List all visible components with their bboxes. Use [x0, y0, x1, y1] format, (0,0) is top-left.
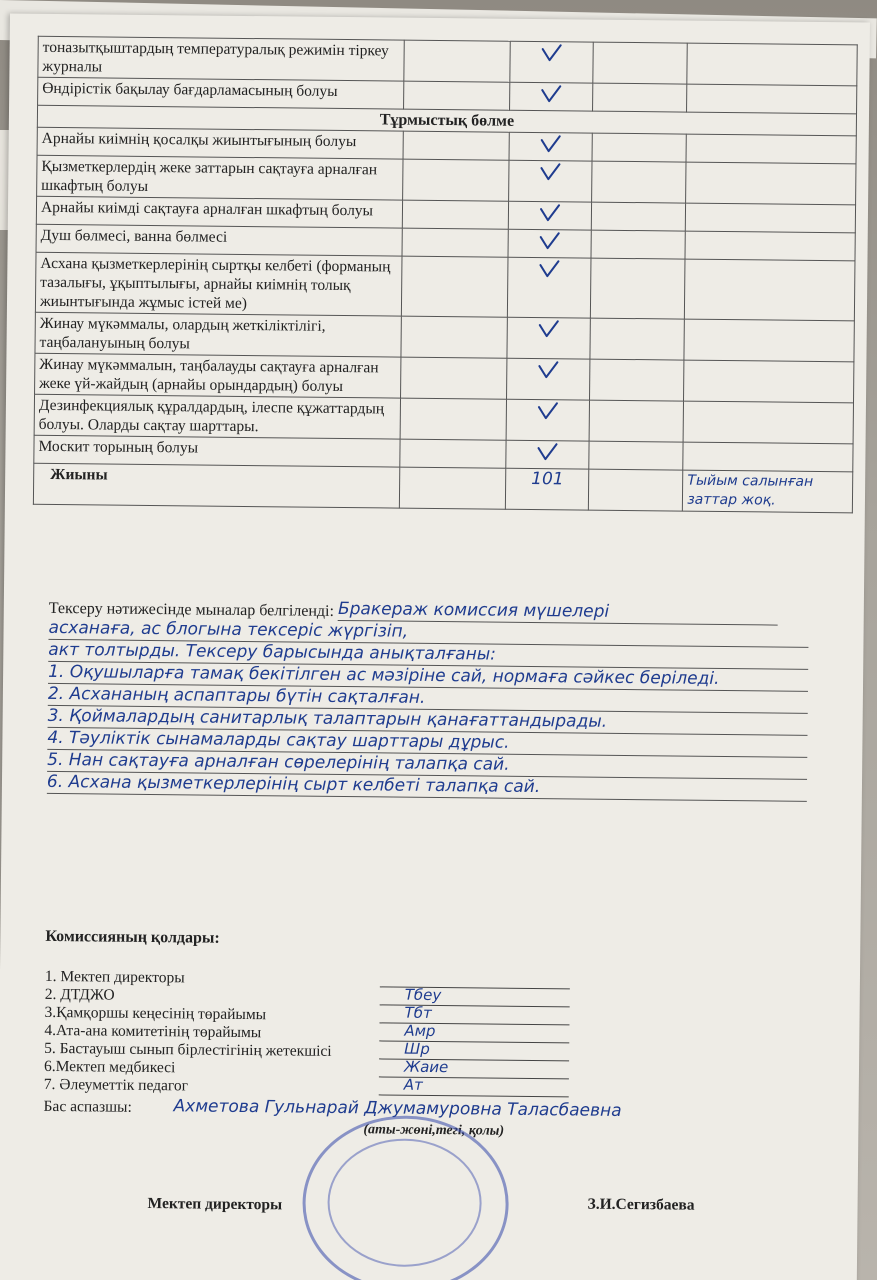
checkmark-icon	[537, 360, 559, 380]
findings-line: 1. Оқушыларға тамақ бекітілген ас мәзіріне сай, нормаға сәйкес беріледі.	[48, 662, 808, 692]
row-mark	[508, 229, 591, 258]
checkmark-icon	[538, 319, 560, 339]
row-mark	[506, 399, 589, 441]
row-label: Дезинфекциялық құралдардың, ілеспе құжаттардың болуы. Оларды сақтау шарттары.	[34, 394, 400, 439]
findings-line: Бракераж комиссия мүшелері	[338, 599, 778, 626]
total-value: 101	[506, 468, 589, 510]
findings-line: 6. Асхана қызметкерлерінің сырт келбеті талапқа сай.	[47, 772, 807, 802]
row-label: Москит торының болуы	[34, 435, 400, 467]
row-label: Жинау мүкәммалын, таңбалауды сақтауға арналған жеке үй-жайдың (арнайы орындардың) болуы	[35, 353, 401, 398]
member-label: 4.Ата-ана комитетінің төрайымы	[44, 1021, 262, 1042]
checkmark-icon	[539, 259, 561, 279]
checkmark-icon	[540, 134, 562, 154]
member-label: 1. Мектеп директоры	[44, 967, 185, 987]
row-mark	[506, 440, 589, 469]
row-mark	[507, 317, 590, 359]
findings-line: 5. Нан сақтауға арналған сөрелерінің талапқа сай.	[47, 750, 807, 780]
findings-line: 2. Асхананың аспаптары бүтін сақталған.	[48, 684, 808, 714]
member-label: 6.Мектеп медбикесі	[43, 1057, 176, 1077]
findings-line: 3. Қоймалардың санитарлық талаптарын қанағаттандырады.	[48, 706, 808, 736]
checkmark-icon	[537, 442, 559, 462]
findings-line: 4. Тәуліктік сынамаларды сақтау шарттары дұрыс.	[47, 728, 807, 758]
row-mark	[509, 160, 592, 202]
row-label: Арнайы киімді сақтауға арналған шкафтың болуы	[36, 196, 402, 228]
row-label: Өндірістік бақылау бағдарламасының болуы	[38, 77, 404, 109]
inspection-sheet	[0, 13, 870, 1280]
member-label: 2. ДТДЖО	[44, 985, 115, 1004]
total-note: Тыйым салынған заттар жоқ.	[683, 470, 853, 513]
inspection-table	[33, 36, 858, 514]
findings-lead: Тексеру нәтижесінде мыналар белгіленді:	[48, 599, 335, 620]
checkmark-icon	[541, 43, 563, 63]
row-label: Асхана қызметкерлерінің сыртқы келбеті (форманың тазалығы, ұқыптылығы, арнайы киімнің толық жиынтығында жұмыс істей ме)	[35, 252, 401, 316]
row-mark	[509, 132, 592, 161]
checkmark-icon	[539, 231, 561, 251]
member-label: 7. Әлеуметтік педагог	[43, 1075, 189, 1095]
checkmark-icon	[537, 401, 559, 421]
member-signature: Жаие	[403, 1057, 449, 1077]
section-title: Тұрмыстық бөлме	[37, 105, 856, 136]
member-signature: Ат	[403, 1075, 423, 1094]
row-label: Қызметкерлердің жеке заттарын сақтауға арналған шкафтың болуы	[37, 155, 403, 200]
commission-title: Комиссияның қолдары:	[45, 927, 220, 947]
row-mark	[510, 82, 593, 111]
commission-section	[43, 927, 845, 1139]
head-chef-label: Бас аспазшы:	[43, 1097, 132, 1116]
total-row	[33, 463, 852, 513]
member-signature: Тбеу	[404, 985, 442, 1005]
findings-section	[47, 596, 809, 802]
member-label: 5. Бастауыш сынып бірлестігінің жетекшісі	[44, 1039, 332, 1060]
checkmark-icon	[540, 162, 562, 182]
row-label: Душ бөлмесі, ванна бөлмесі	[36, 224, 402, 256]
row-label: Арнайы киімнің қосалқы жиынтығының болуы	[37, 127, 403, 159]
director-label: Мектеп директоры	[147, 1195, 283, 1214]
checkmark-icon	[539, 203, 561, 223]
row-mark	[510, 41, 593, 83]
row-mark	[508, 257, 591, 318]
checkmark-icon	[540, 84, 562, 104]
row-label: тоназытқыштардың температуралық режимін тіркеу журналы	[38, 36, 404, 81]
total-label: Жиыны	[33, 463, 399, 508]
member-label: 3.Қамқоршы кеңесінің төрайымы	[44, 1003, 267, 1024]
member-signature: Шр	[404, 1039, 430, 1058]
table-row	[35, 252, 855, 321]
member-signature: Тбт	[404, 1003, 432, 1022]
head-chef-caption: (аты-жөні,тегі, қолы)	[363, 1122, 505, 1139]
director-name: З.И.Сегизбаева	[587, 1195, 695, 1214]
row-mark	[507, 358, 590, 400]
findings-line: акт толтырды. Тексеру барысында анықталғаны:	[48, 640, 808, 670]
head-chef-handwritten: Ахметова Гульнарай Джумамуровна Таласбаевна	[173, 1096, 622, 1121]
row-mark	[509, 201, 592, 230]
findings-line: асханаға, ас блогына тексеріс жүргізіп,	[48, 618, 808, 648]
row-label: Жинау мүкәммалы, олардың жеткіліктілігі, таңбалануының болуы	[35, 312, 401, 357]
member-signature: Амр	[404, 1021, 436, 1041]
